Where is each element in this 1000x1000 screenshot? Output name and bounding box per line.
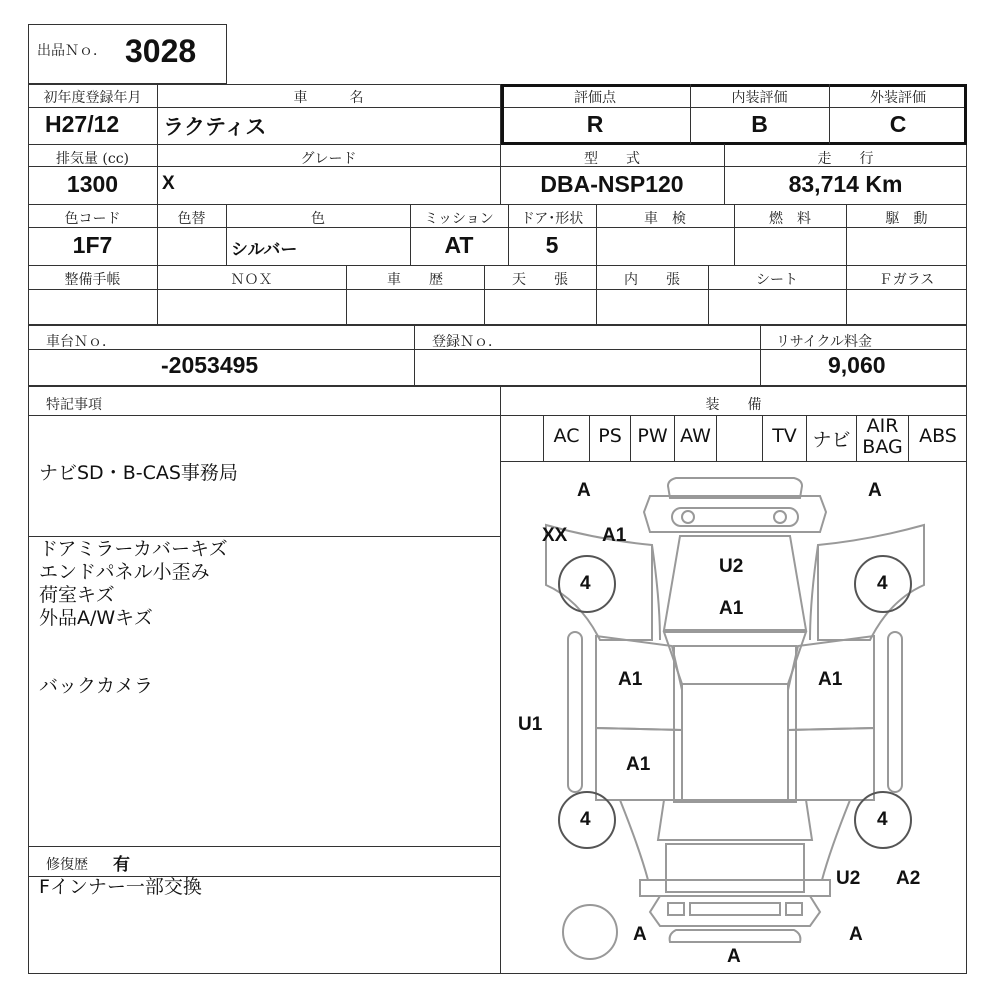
note-line: エンドパネル小歪み — [39, 561, 210, 583]
exterior-value: C — [889, 111, 907, 137]
displacement-label: 排気量 (cc) — [55, 151, 130, 167]
score-value: R — [586, 111, 604, 137]
inner-label: 内 張 — [624, 272, 680, 288]
tire-front-right: 4 — [877, 573, 888, 594]
mark-rear-center: A — [727, 946, 741, 967]
history-label: 車 歴 — [387, 272, 443, 288]
tire-front-left: 4 — [580, 573, 591, 594]
grade-label: グレード — [300, 151, 357, 167]
nox-label: ＮＯＸ — [230, 272, 273, 288]
grid-line — [414, 325, 415, 386]
equipment-aw: AW — [680, 425, 711, 447]
transmission-label: ミッション — [424, 211, 494, 227]
color-code: 1F7 — [72, 232, 113, 258]
notes-label: 特記事項 — [46, 397, 102, 413]
notes-extra: バックカメラ — [39, 675, 154, 697]
mark-left-u1: U1 — [518, 714, 543, 735]
grid-line — [28, 536, 500, 537]
doors: 5 — [545, 232, 559, 258]
mark-rear-left: A — [633, 924, 647, 945]
plate-label: 登録Ｎｏ． — [432, 334, 502, 350]
repaint-label: 色替 — [177, 211, 206, 227]
equipment-pw: PW — [637, 425, 668, 447]
maint-book-label: 整備手帳 — [64, 272, 121, 288]
color-label: 色 — [311, 211, 325, 227]
fglass-label: Ｆガラス — [878, 272, 935, 288]
mark-rear-u2: U2 — [836, 868, 861, 889]
mark-left-a1: A1 — [618, 669, 643, 690]
mark-front-right: A — [868, 480, 882, 501]
mark-front-left: A — [577, 480, 591, 501]
mark-xx: XX — [542, 525, 568, 546]
notes-text: ナビSD・B-CAS事務局 — [39, 462, 238, 484]
equipment-airbag: AIR BAG — [862, 415, 903, 458]
mark-hood-u2: U2 — [719, 556, 744, 577]
car-name: ラクティス — [163, 115, 267, 139]
seat-label: シート — [756, 272, 798, 288]
car-diagram — [500, 462, 967, 974]
recycle-label: リサイクル料金 — [776, 334, 873, 350]
lot-number-label: 出品Ｎｏ． — [37, 43, 107, 59]
car-name-label: 車 名 — [293, 90, 364, 106]
note-line: 外品A/Wキズ — [39, 607, 153, 629]
fuel-label: 燃 料 — [769, 211, 811, 227]
grid-line — [28, 265, 967, 266]
grid-line — [28, 289, 967, 290]
reg-date: H27/12 — [45, 111, 120, 137]
displacement: 1300 — [66, 171, 119, 197]
grid-line — [760, 325, 761, 386]
note-line: 荷室キズ — [39, 584, 115, 606]
interior-label: 内装評価 — [731, 90, 788, 106]
grid-line — [28, 846, 500, 847]
recycle-fee: 9,060 — [828, 352, 886, 378]
repair-value: 有 — [113, 855, 130, 875]
interior-value: B — [751, 111, 768, 137]
equipment-ps: PS — [598, 425, 622, 447]
lot-number: 3028 — [125, 33, 197, 69]
equipment-ac: AC — [553, 425, 580, 447]
notes-list — [39, 538, 228, 630]
roof-label: 天 張 — [512, 272, 568, 288]
color: シルバー — [231, 240, 298, 260]
chassis-label: 車台Ｎｏ． — [46, 334, 116, 350]
mileage: 83,714 Km — [788, 171, 903, 197]
score-label: 評価点 — [574, 90, 616, 106]
inspection-label: 車 検 — [644, 211, 686, 227]
tire-rear-right: 4 — [877, 809, 888, 830]
mark-rear-right: A — [849, 924, 863, 945]
transmission: AT — [444, 232, 474, 258]
equipment-abs: ABS — [919, 425, 957, 447]
model-label: 型 式 — [584, 151, 640, 167]
equipment-cells — [500, 416, 967, 461]
grid-line — [28, 204, 967, 205]
mark-left-lower-a1: A1 — [626, 754, 651, 775]
chassis-number: -2053495 — [161, 352, 259, 378]
model: DBA-NSP120 — [540, 171, 684, 197]
equipment-label: 装 備 — [705, 397, 762, 413]
reg-date-label: 初年度登録年月 — [43, 90, 142, 106]
mark-right-a1: A1 — [818, 669, 843, 690]
mark-a1-front: A1 — [602, 525, 627, 546]
color-code-label: 色コード — [64, 211, 121, 227]
repair-note: Fインナー一部交換 — [39, 876, 202, 898]
mark-rear-a2: A2 — [896, 868, 921, 889]
doors-label: ドア･形状 — [520, 211, 584, 227]
equipment-tv: TV — [772, 425, 797, 447]
exterior-label: 外装評価 — [870, 90, 926, 106]
note-line: ドアミラーカバーキズ — [39, 538, 228, 560]
repair-label: 修復歴 — [46, 857, 88, 873]
grade: X — [162, 173, 175, 194]
equipment-navi: ナビ — [812, 429, 851, 451]
drive-label: 駆 動 — [885, 211, 928, 227]
mileage-label: 走 行 — [817, 151, 874, 167]
mark-hood-a1: A1 — [719, 598, 744, 619]
tire-rear-left: 4 — [580, 809, 591, 830]
